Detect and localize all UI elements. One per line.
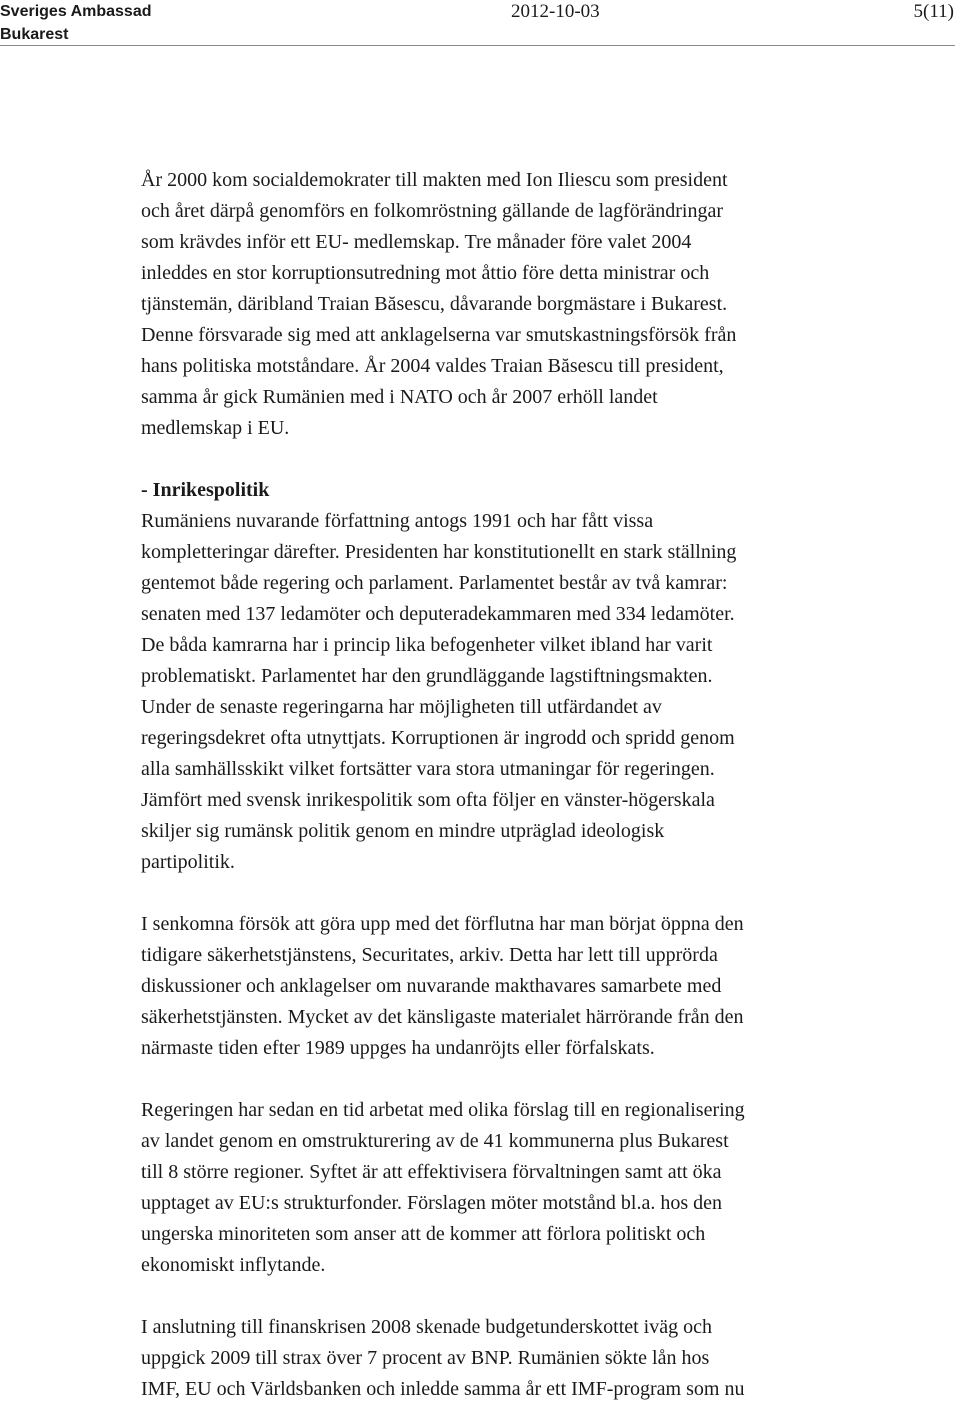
paragraph-constitution: Rumäniens nuvarande författning antogs 1991 och har fått vissa kompletteringar därefter. Presidenten har konstitutionellt en stark ställning gentemot både regering och parlament. Parlamentet består av två kamrar: senaten med 137 ledamöter och deputeradekammaren med 334 ledamöter. De båda kamrarna har i princip lika befogenheter vilket ibland har varit problematiskt. Parlamentet har den grundläggande lagstiftningsmakten. Under de senaste regeringarna har möjligheten till utfärdandet av regeringsdekret ofta utnyttjats. Korruptionen är ingrodd och spridd genom alla samhällsskikt vilket fortsätter vara stora utmaningar för regeringen. Jämfört med svensk inrikespolitik som ofta följer en vänster-högerskala skiljer sig rumänsk politik genom en mindre utpräglad ideologisk partipolitik. [141, 510, 737, 873]
page-header [0, 0, 960, 50]
page-number: 5(11) [913, 1, 954, 22]
paragraph-history: År 2000 kom socialdemokrater till makten med Ion Iliescu som president och året därpå genomförs en folkomröstning gällande de lagförändringar som krävdes inför ett EU- medlemskap. Tre månader före valet 2004 inleddes en stor korruptionsutredning mot åttio före detta ministrar och tjänstemän, däribland Traian Băsescu, dåvarande borgmästare i Bukarest. Denne försvarade sig med att anklagelserna var smutskastningsförsök från hans politiska motståndare. År 2004 valdes Traian Băsescu till president, samma år gick Rumänien med i NATO och år 2007 erhöll landet medlemskap i EU. [141, 169, 737, 439]
paragraph-regionalisation: Regeringen har sedan en tid arbetat med olika förslag till en regionalisering av landet genom en omstrukturering av de 41 kommunerna plus Bukarest till 8 större regioner. Syftet är att effektivisera förvaltningen samt att öka upptaget av EU:s strukturfonder. Förslagen möter motstånd bl.a. hos den ungerska minoriteten som anser att de kommer att förlora politiskt och ekonomiskt inflytande. [141, 1099, 745, 1276]
paragraph-securitate-archives: I senkomna försök att göra upp med det förflutna har man börjat öppna den tidigare säkerhetstjänstens, Securitates, arkiv. Detta har lett till upprörda diskussioner och anklagelser om nuvarande makthavares samarbete med säkerhetstjänsten. Mycket av det känsligaste materialet härrörande från den närmaste tiden efter 1989 uppges ha undanröjts eller förfalskats. [141, 913, 744, 1059]
document-date: 2012-10-03 [511, 1, 600, 22]
paragraph-financial-crisis: I anslutning till finanskrisen 2008 skenade budgetunderskottet iväg och uppgick 2009 till strax över 7 procent av BNP. Rumänien sökte lån hos IMF, EU och Världsbanken och inledde samma år ett IMF-program som nu [141, 1316, 745, 1400]
document-body [141, 165, 941, 1405]
header-divider [0, 45, 955, 46]
organization-name: Sveriges Ambassad Bukarest [0, 3, 152, 43]
section-heading-inrikespolitik: - Inrikespolitik [141, 479, 270, 501]
